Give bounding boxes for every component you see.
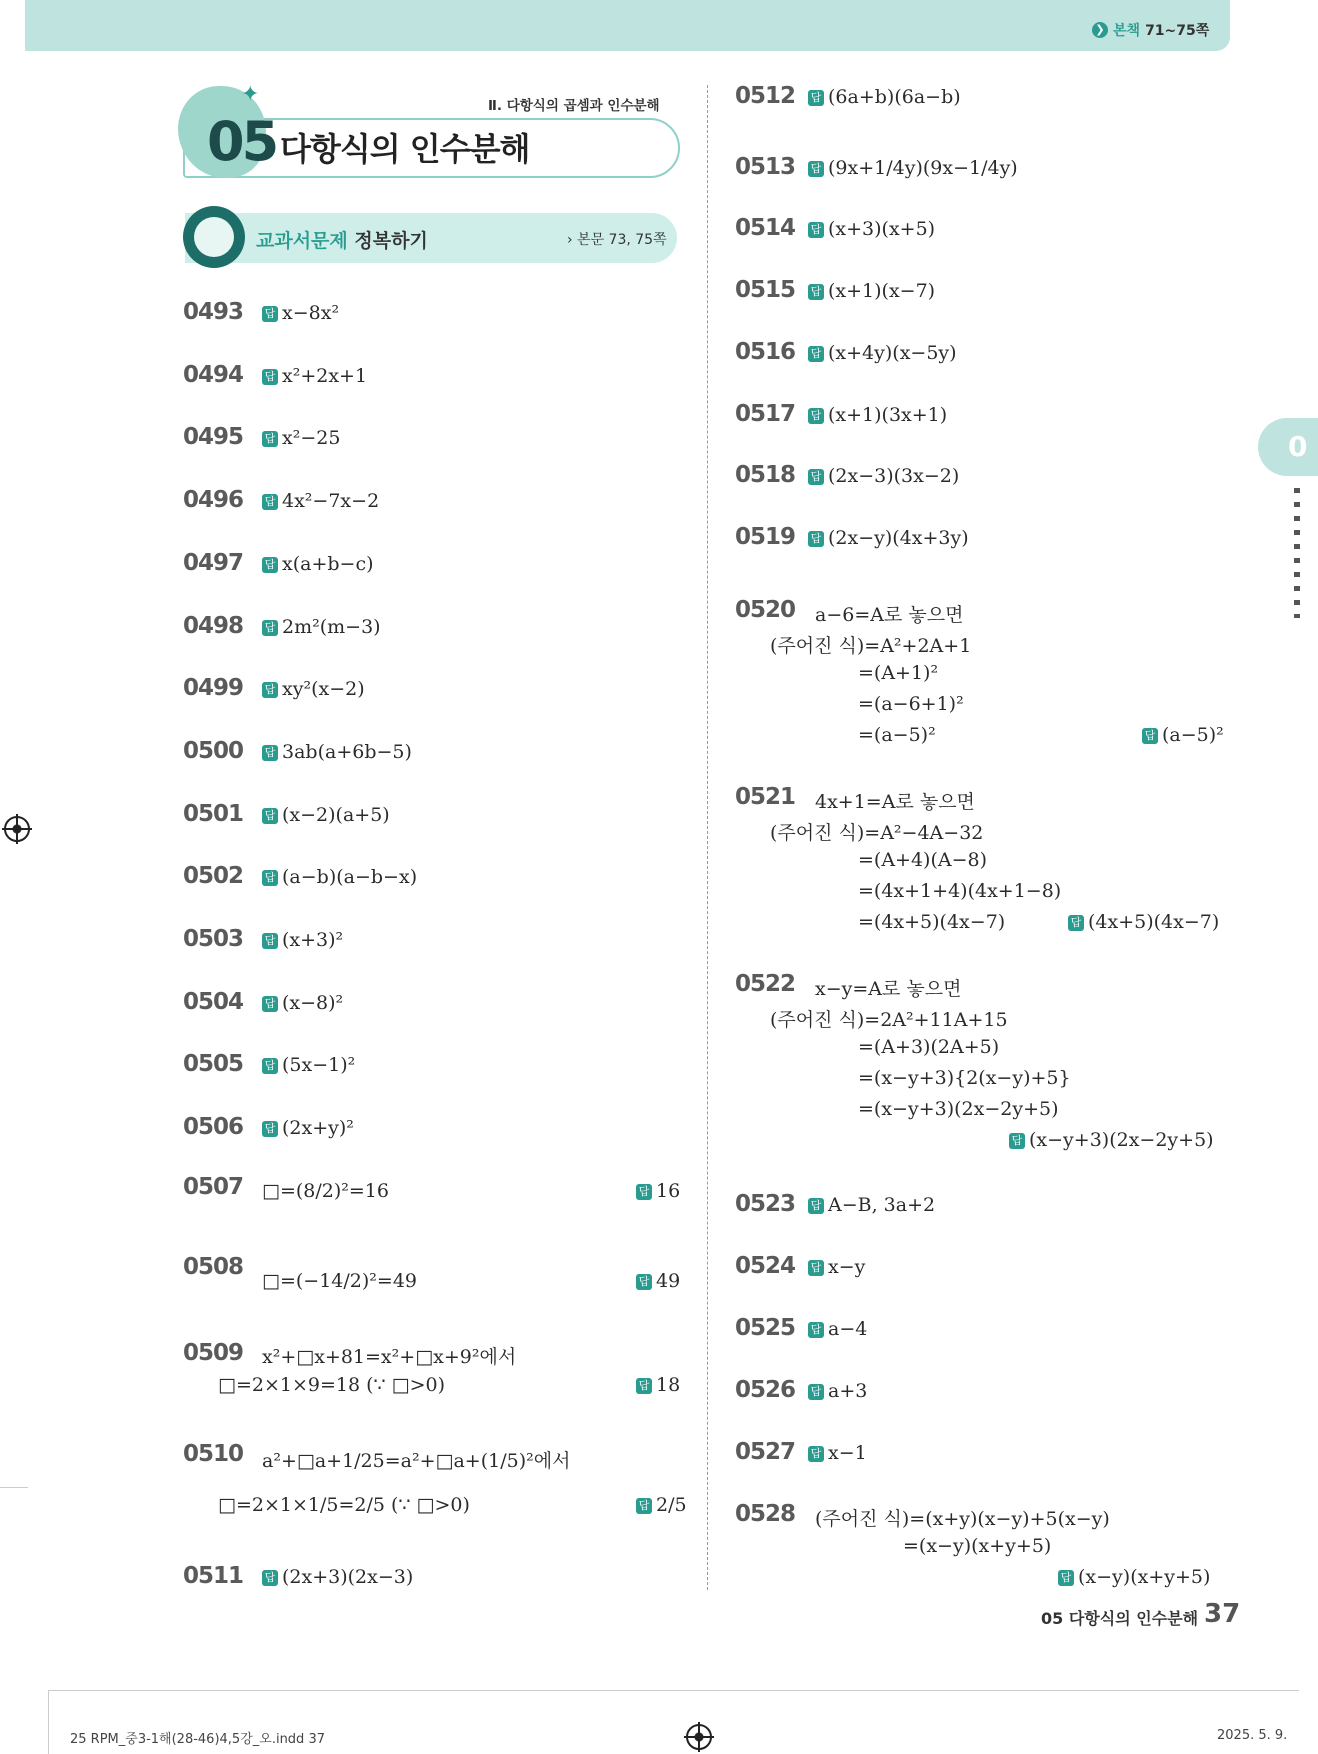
solution-line: a²+□a+1/25=a²+□a+(1/5)²에서	[262, 1450, 571, 1472]
solution-line: □=2×1×1/5=2/5 (∵ □>0)	[218, 1494, 470, 1516]
answer: 답 xy²(x−2)	[262, 678, 365, 700]
answer: 답 x²+2x+1	[262, 365, 367, 387]
question-number: 0522	[735, 971, 796, 997]
question-number: 0515	[735, 277, 796, 304]
unit-label: Ⅱ. 다항식의 곱셈과 인수분해	[488, 98, 660, 114]
section-title: 교과서문제 정복하기	[256, 230, 428, 252]
answer: 답 (x+1)(x−7)	[808, 280, 935, 302]
answer: 답 (6a+b)(6a−b)	[808, 86, 961, 108]
question-number: 0495	[183, 424, 244, 451]
question-number: 0501	[183, 800, 244, 827]
answer: 답 x−1	[808, 1442, 867, 1464]
page-number: 37	[1204, 1599, 1241, 1629]
question-number: 0516	[735, 338, 796, 365]
solution-line: =(4x+5)(4x−7)	[858, 911, 1006, 933]
answer-tag-icon: 답	[262, 1058, 278, 1074]
question-number: 0524	[735, 1253, 796, 1279]
arrow-right-icon: ❯	[1092, 22, 1108, 38]
solution-line: (주어진 식)=2A²+11A+15	[770, 1009, 1008, 1031]
answer: 답 (2x+3)(2x−3)	[262, 1566, 413, 1588]
answer-tag-icon: 답	[262, 620, 278, 636]
answer: 답 (2x+y)²	[262, 1117, 354, 1139]
question-number: 0509	[183, 1340, 244, 1366]
answer-tag-icon: 답	[262, 933, 278, 949]
answer: 답 (x−y)(x+y+5)	[1058, 1566, 1210, 1588]
answer: 답 a−4	[808, 1318, 867, 1340]
answer-tag-icon: 답	[262, 1121, 278, 1137]
answer-tag-icon: 답	[808, 346, 824, 362]
question-number: 0525	[735, 1315, 796, 1341]
side-tab-text	[1294, 488, 1300, 618]
question-number: 0517	[735, 400, 796, 427]
answer: 답 x²−25	[262, 427, 340, 449]
question-number: 0497	[183, 549, 244, 576]
print-date: 2025. 5. 9.	[1217, 1728, 1288, 1743]
question-number: 0527	[735, 1439, 796, 1465]
solution-line: =(4x+1+4)(4x+1−8)	[858, 880, 1062, 902]
answer-tag-icon: 답	[262, 870, 278, 886]
solution-line: =(A+3)(2A+5)	[858, 1036, 1000, 1058]
question-number: 0523	[735, 1191, 796, 1217]
mascot-icon	[194, 217, 234, 257]
answer-tag-icon: 답	[808, 408, 824, 424]
crop-mark	[0, 1487, 28, 1488]
question-number: 0496	[183, 487, 244, 514]
answer: 답 2m²(m−3)	[262, 616, 381, 638]
answer-tag-icon: 답	[262, 996, 278, 1012]
question-number: 0510	[183, 1441, 244, 1467]
side-chapter-tab[interactable]: 0	[1258, 418, 1318, 476]
crop-mark	[48, 1690, 49, 1754]
answer-tag-icon: 답	[262, 745, 278, 761]
answer-tag-icon: 답	[262, 808, 278, 824]
answer: 답 18	[636, 1374, 680, 1396]
book-reference: ❯ 본책 71~75쪽	[1092, 20, 1209, 40]
answer-tag-icon: 답	[808, 1322, 824, 1338]
sparkle-icon: ✦	[241, 82, 260, 107]
registration-mark-icon	[686, 1724, 712, 1750]
solution-line: 4x+1=A로 놓으면	[815, 791, 975, 813]
question-number: 0502	[183, 863, 244, 890]
answer-tag-icon: 답	[262, 306, 278, 322]
answer: 답 x−8x²	[262, 302, 339, 324]
question-number: 0512	[735, 83, 796, 109]
chapter-title: 다항식의 인수분해	[280, 130, 530, 168]
solution-line: □=(8/2)²=16	[262, 1180, 389, 1202]
answer: 답 (x+3)²	[262, 929, 343, 951]
answer: 답 A−B, 3a+2	[808, 1194, 935, 1216]
file-name: 25 RPM_중3-1해(28-46)4,5강_오.indd 37	[70, 1732, 325, 1747]
solution-line: (주어진 식)=A²+2A+1	[770, 635, 972, 657]
solution-line: =(A+1)²	[858, 662, 939, 684]
solution-line: (주어진 식)=A²−4A−32	[770, 822, 984, 844]
registration-mark-icon	[4, 816, 30, 842]
answer: 답 (2x−3)(3x−2)	[808, 465, 959, 487]
question-number: 0520	[735, 597, 796, 623]
answer-tag-icon: 답	[808, 161, 824, 177]
answer: 답 16	[636, 1180, 680, 1202]
solution-line: a−6=A로 놓으면	[815, 604, 964, 626]
solution-line: (주어진 식)=(x+y)(x−y)+5(x−y)	[815, 1508, 1110, 1530]
answer-tag-icon: 답	[808, 284, 824, 300]
column-divider	[707, 85, 708, 1590]
answer: 답 (9x+1/4y)(9x−1/4y)	[808, 157, 1018, 179]
solution-line: =(a−6+1)²	[858, 693, 964, 715]
answer-tag-icon: 답	[808, 1384, 824, 1400]
question-number: 0528	[735, 1501, 796, 1527]
answer: 답 (x+3)(x+5)	[808, 218, 935, 240]
section-reference: › 본문 73, 75쪽	[567, 232, 667, 248]
question-number: 0511	[183, 1563, 244, 1589]
answer: 답 (5x−1)²	[262, 1054, 355, 1076]
solution-line: =(x−y+3)(2x−2y+5)	[858, 1098, 1059, 1120]
answer: 답 (x−y+3)(2x−2y+5)	[1009, 1129, 1214, 1151]
question-number: 0500	[183, 737, 244, 764]
question-number: 0494	[183, 361, 244, 388]
question-number: 0508	[183, 1254, 244, 1280]
answer: 답 a+3	[808, 1380, 867, 1402]
question-number: 0514	[735, 215, 796, 242]
question-number: 0513	[735, 153, 796, 180]
question-number: 0504	[183, 988, 244, 1015]
answer: 답 (a−b)(a−b−x)	[262, 866, 417, 888]
question-number: 0505	[183, 1051, 244, 1078]
answer: 답 (x+1)(3x+1)	[808, 404, 947, 426]
footer-rule	[48, 1690, 1299, 1691]
solution-line: x²+□x+81=x²+□x+9²에서	[262, 1346, 517, 1368]
answer-tag-icon: 답	[262, 431, 278, 447]
answer: 답 2/5	[636, 1494, 687, 1516]
answer: 답 (2x−y)(4x+3y)	[808, 527, 969, 549]
answer-tag-icon: 답	[262, 682, 278, 698]
solution-line: x−y=A로 놓으면	[815, 978, 962, 1000]
question-number: 0519	[735, 523, 796, 550]
question-number: 0499	[183, 675, 244, 702]
answer: 답 (4x+5)(4x−7)	[1068, 911, 1219, 933]
solution-line: □=(−14/2)²=49	[262, 1270, 417, 1292]
question-number: 0518	[735, 462, 796, 489]
answer-tag-icon: 답	[262, 369, 278, 385]
question-number: 0498	[183, 612, 244, 639]
answer-tag-icon: 답	[808, 222, 824, 238]
question-number: 0493	[183, 299, 244, 325]
answer: 답 3ab(a+6b−5)	[262, 741, 412, 763]
answer: 답 (x+4y)(x−5y)	[808, 342, 957, 364]
answer-tag-icon: 답	[262, 494, 278, 510]
solution-line: =(x−y)(x+y+5)	[903, 1535, 1052, 1557]
solution-line: □=2×1×9=18 (∵ □>0)	[218, 1374, 446, 1396]
answer-tag-icon: 답	[808, 1260, 824, 1276]
question-number: 0507	[183, 1174, 244, 1200]
question-number: 0526	[735, 1377, 796, 1403]
solution-line: =(a−5)²	[858, 724, 936, 746]
answer: 답 49	[636, 1270, 680, 1292]
solution-line: =(x−y+3){2(x−y)+5}	[858, 1067, 1071, 1089]
answer: 답 (x−2)(a+5)	[262, 804, 390, 826]
top-band	[25, 0, 1230, 51]
answer-tag-icon: 답	[808, 469, 824, 485]
footer-chapter: 05 다항식의 인수분해	[1041, 1609, 1199, 1628]
question-number: 0521	[735, 784, 796, 810]
answer: 답 x(a+b−c)	[262, 553, 374, 575]
answer-tag-icon: 답	[808, 1198, 824, 1214]
answer: 답 4x²−7x−2	[262, 490, 379, 512]
answer-tag-icon: 답	[808, 90, 824, 106]
answer: 답 (a−5)²	[1142, 724, 1224, 746]
answer: 답 x−y	[808, 1256, 865, 1278]
chapter-number: 05	[207, 110, 277, 173]
answer: 답 (x−8)²	[262, 992, 343, 1014]
answer-tag-icon: 답	[808, 531, 824, 547]
answer-tag-icon: 답	[262, 557, 278, 573]
question-number: 0503	[183, 926, 244, 952]
question-number: 0506	[183, 1114, 244, 1141]
solution-line: =(A+4)(A−8)	[858, 849, 988, 871]
answer-tag-icon: 답	[808, 1446, 824, 1462]
